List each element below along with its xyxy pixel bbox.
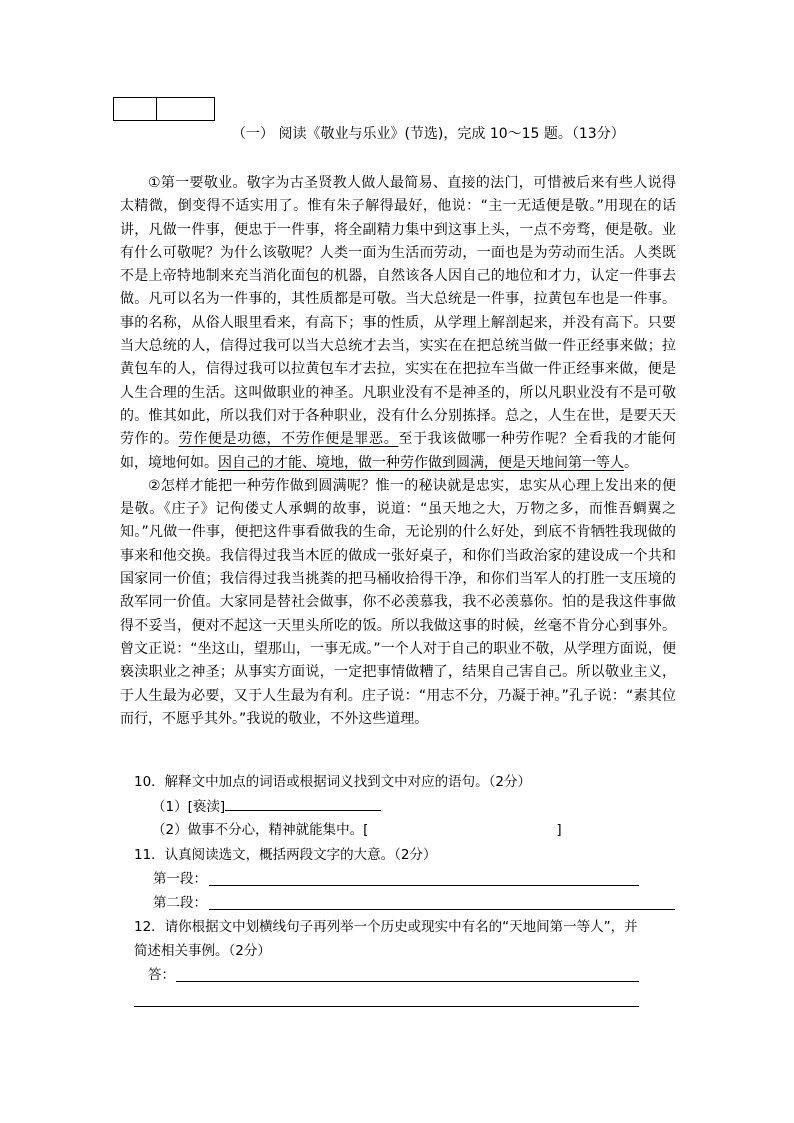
- score-box-label-cell: [114, 98, 157, 120]
- question-11-para-1-label: 第一段：: [153, 871, 207, 887]
- paragraph-1-text-c: 。: [624, 454, 638, 471]
- underlined-sentence-1: 劳作便是功德，不劳作便是罪恶。: [178, 431, 399, 448]
- question-10-item-1-label: （1）[亵渎]: [152, 799, 226, 815]
- question-10-item-2: [152, 820, 562, 840]
- question-12-stem-line-1: 12．请你根据文中划横线句子再列举一个历史或现实中有名的“天地间第一等人”，并: [134, 919, 638, 935]
- question-10-item-2-label: （2）做事不分心，精神就能集中。[: [152, 822, 369, 838]
- score-box: [113, 97, 215, 121]
- reading-passage: [120, 172, 676, 731]
- question-12-answer-label: 答：: [148, 967, 175, 983]
- score-box-value-cell[interactable]: [157, 98, 214, 120]
- paragraph-1-text-b: 至于我该做哪一种劳作呢？全看我的才能何如，境地何如。: [120, 431, 677, 471]
- question-11-para-1-answer-line[interactable]: [209, 885, 639, 886]
- paragraph-1-text-a: ①第一要敬业。敬字为古圣贤教人做人最简易、直接的法门，可惜被后来有些人说得太精微，倒变得不适实用了。惟有朱子解得最好，他说：“主一无适便是敬。”用现在的话讲，凡做一件事，便忠于一件事，将全副精力集中到这事上头，一点不旁骛，便是敬。业有什么可敬呢？为什么该敬呢？人类一面为生活而劳动，一面也是为劳动而生活。人类既不是上帝特地制来充当消化面包的机器，自然该各人因自己的地位和才力，认定一件事去做。凡可以名为一件事的，其性质都是可敬。当大总统是一件事，拉黄包车也是一件事。事的名称，从俗人眼里看来，有高下；事的性质，从学理上解剖起来，并没有高下。只要当大总统的人，信得过我可以当大总统才去当，实实在在把总统当做一件正经事来做；拉黄包车的人，信得过我可以拉黄包车才去拉，实实在在把拉车当做一件正经事来做，便是人生合理的生活。这叫做职业的神圣。凡职业没有不是神圣的，所以凡职业没有不是可敬的。惟其如此，所以我们对于各种职业，没有什么分别拣择。总之，人生在世，是要天天劳作的。: [120, 175, 676, 448]
- question-10-item-2-close-bracket: ]: [556, 822, 562, 838]
- question-10-item-1: [152, 796, 381, 817]
- question-10-item-1-answer-blank[interactable]: [225, 796, 381, 811]
- question-11-para-2-answer-line[interactable]: [209, 909, 675, 910]
- question-11-para-2-label: 第二段：: [153, 895, 207, 911]
- section-title: （一） 阅读《敬业与乐业》(节选)，完成 10～15 题。（13分）: [232, 126, 625, 142]
- question-11-stem: 11．认真阅读选文，概括两段文字的大意。（2分）: [134, 847, 437, 863]
- paragraph-2: ②怎样才能把一种劳作做到圆满呢？惟一的秘诀就是忠实，忠实从心理上发出来的便是敬。《庄子》记佝偻丈人承蜩的故事，说道：“虽天地之大，万物之多，而惟吾蜩翼之知。”凡做一件事，便把这件事看做我的生命，无论别的什么好处，到底不肯牺牲我现做的事来和他交换。我信得过我当木匠的做成一张好桌子，和你们当政治家的建设成一个共和国家同一价值；我信得过我当挑粪的把马桶收拾得干净，和你们当军人的打胜一支压境的敌军同一价值。大家同是替社会做事，你不必羡慕我，我不必羡慕你。怕的是我这件事做得不妥当，便对不起这一天里头所吃的饭。所以我做这事的时候，丝毫不肯分心到事外。曾文正说：“坐这山，望那山，一事无成。”一个人对于自己的职业不敬，从学理方面说，便亵渎职业之神圣；从事实方面说，一定把事情做糟了，结果自己害自己。所以敬业主义，于人生最为必要，又于人生最为有利。庄子说：“用志不分，乃凝于神。”孔子说：“素其位而行，不愿乎其外。”我说的敬业，不外这些道理。: [120, 477, 676, 727]
- question-12-stem-line-2: 简述相关事例。（2分）: [134, 943, 271, 959]
- underlined-sentence-2: 因自己的才能、境地，做一种劳作做到圆满，便是天地间第一等人: [218, 454, 624, 471]
- question-12-answer-line-1[interactable]: [176, 981, 639, 982]
- paragraph-1: [120, 172, 676, 475]
- question-12-answer-line-2[interactable]: [134, 1006, 639, 1007]
- question-10-stem: 10．解释文中加点的词语或根据词义找到文中对应的语句。（2分）: [134, 774, 532, 790]
